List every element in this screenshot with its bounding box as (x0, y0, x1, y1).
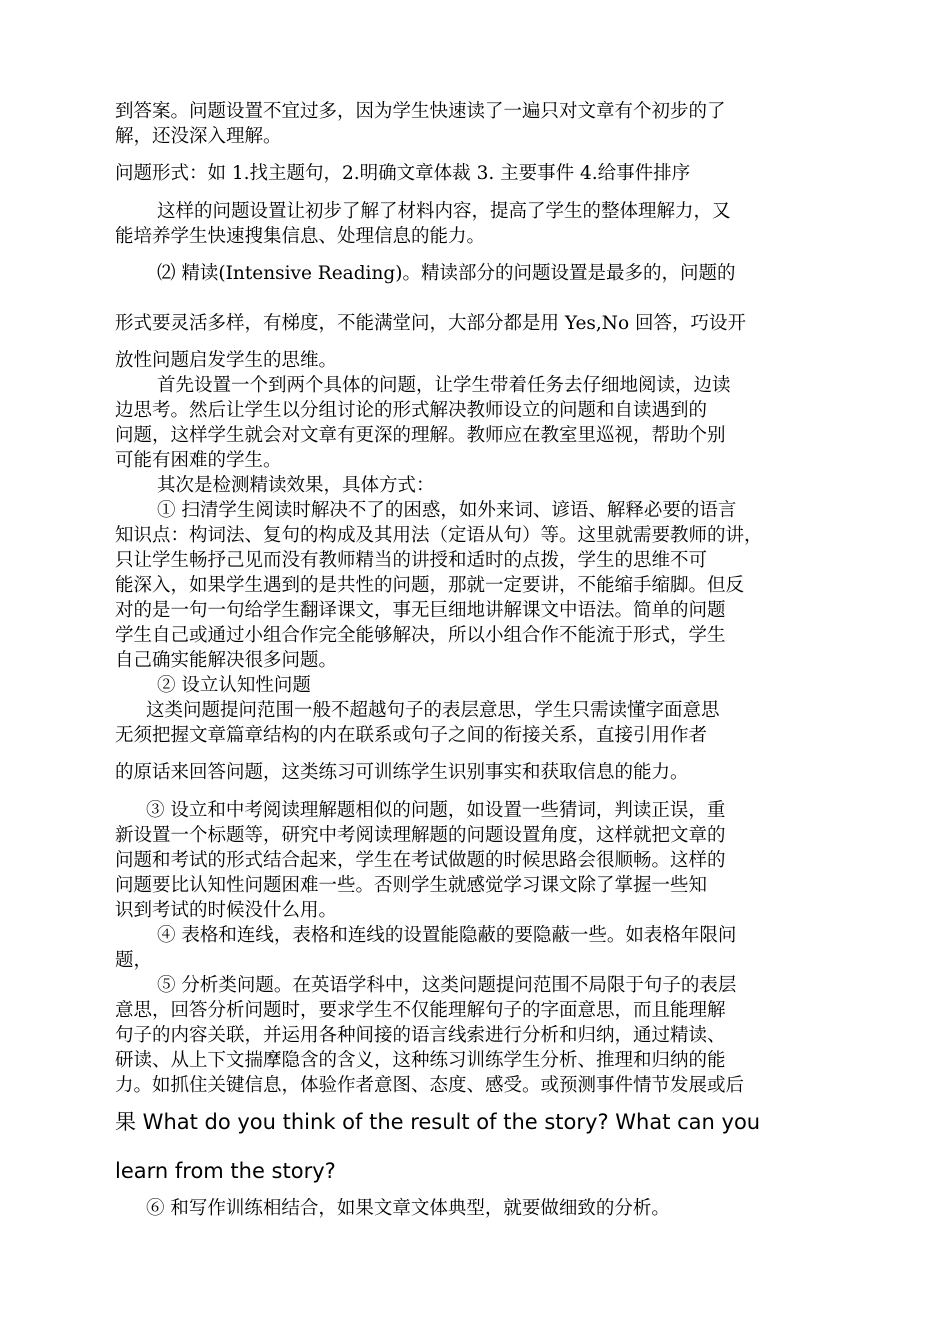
paragraph-line: 这类问题提问范围一般不超越句子的表层意思，学生只需读懂字面意思 (146, 700, 720, 721)
list-item-5: ⑤ 分析类问题。在英语学科中，这类问题提问范围不局限于句子的表层 (157, 975, 737, 996)
paragraph-line: 问题，这样学生就会对文章有更深的理解。教师应在教室里巡视，帮助个别 (115, 425, 726, 446)
paragraph-line: 其次是检测精读效果，具体方式： (157, 475, 435, 496)
paragraph-line: 句子的内容关联，并运用各种间接的语言线索进行分析和归纳，通过精读、 (115, 1025, 726, 1046)
list-item-1: ① 扫清学生阅读时解决不了的困惑，如外来词、谚语、解释必要的语言 (157, 500, 737, 521)
list-item-2: ② 设立认知性问题 (157, 675, 311, 696)
paragraph-line: 的原话来回答问题，这类练习可训练学生识别事实和获取信息的能力。 (115, 762, 689, 783)
paragraph-line: 只让学生畅抒己见而没有教师精当的讲授和适时的点拨，学生的思维不可 (115, 550, 708, 571)
list-item-4: ④ 表格和连线，表格和连线的设置能隐蔽的要隐蔽一些。如表格年限问 (157, 925, 737, 946)
paragraph-line: 知识点：构词法、复句的构成及其用法（定语从句）等。这里就需要教师的讲， (115, 525, 763, 546)
paragraph-line: 学生自己或通过小组合作完全能够解决，所以小组合作不能流于形式，学生 (115, 625, 726, 646)
section-heading-intensive-reading: ⑵ 精读(Intensive Reading)。精读部分的问题设置是最多的，问题的 (157, 263, 736, 284)
paragraph-line: 自己确实能解决很多问题。 (115, 650, 338, 671)
paragraph-line: 这样的问题设置让初步了解了材料内容，提高了学生的整体理解力，又 (157, 201, 731, 222)
paragraph-line-english: 果 What do you think of the result of the story? What can you (115, 1110, 761, 1134)
paragraph-line: 识到考试的时候没什么用。 (115, 900, 338, 921)
paragraph-line: 可能有困难的学生。 (115, 450, 282, 471)
paragraph-line: 力。如抓住关键信息，体验作者意图、态度、感受。或预测事件情节发展或后 (115, 1075, 745, 1096)
paragraph-line: 问题要比认知性问题困难一些。否则学生就感觉学习课文除了掌握一些知 (115, 875, 708, 896)
paragraph-line: 研读、从上下文揣摩隐含的含义，这种练习训练学生分析、推理和归纳的能 (115, 1050, 726, 1071)
paragraph-line: 无须把握文章篇章结构的内在联系或句子之间的衔接关系，直接引用作者 (115, 725, 708, 746)
paragraph-line: 问题和考试的形式结合起来，学生在考试做题的时候思路会很顺畅。这样的 (115, 850, 726, 871)
list-item-6: ⑥ 和写作训练相结合，如果文章文体典型，就要做细致的分析。 (146, 1198, 670, 1219)
paragraph-line: 题， (115, 950, 153, 971)
paragraph-line: 新设置一个标题等，研究中考阅读理解题的问题设置角度，这样就把文章的 (115, 825, 726, 846)
paragraph-line: 首先设置一个到两个具体的问题，让学生带着任务去仔细地阅读，边读 (157, 375, 731, 396)
paragraph-line: 能培养学生快速搜集信息、处理信息的能力。 (115, 226, 486, 247)
paragraph-line: 问题形式：如 1.找主题句，2.明确文章体裁 3. 主要事件 4.给事件排序 (115, 163, 691, 184)
paragraph-line: 放性问题启发学生的思维。 (115, 350, 338, 371)
paragraph-line: 意思，回答分析问题时，要求学生不仅能理解句子的字面意思，而且能理解 (115, 1000, 726, 1021)
paragraph-line: 边思考。然后让学生以分组讨论的形式解决教师设立的问题和自读遇到的 (115, 400, 708, 421)
paragraph-line-english: learn from the story? (115, 1159, 336, 1183)
paragraph-line: 形式要灵活多样，有梯度，不能满堂问，大部分都是用 Yes,No 回答，巧设开 (115, 313, 747, 334)
list-item-3: ③ 设立和中考阅读理解题相似的问题，如设置一些猜词，判读正误，重 (146, 800, 726, 821)
paragraph-line: 到答案。问题设置不宜过多，因为学生快速读了一遍只对文章有个初步的了 (115, 101, 726, 122)
paragraph-line: 能深入，如果学生遇到的是共性的问题，那就一定要讲，不能缩手缩脚。但反 (115, 575, 745, 596)
paragraph-line: 解，还没深入理解。 (115, 126, 282, 147)
paragraph-line: 对的是一句一句给学生翻译课文，事无巨细地讲解课文中语法。简单的问题 (115, 600, 726, 621)
